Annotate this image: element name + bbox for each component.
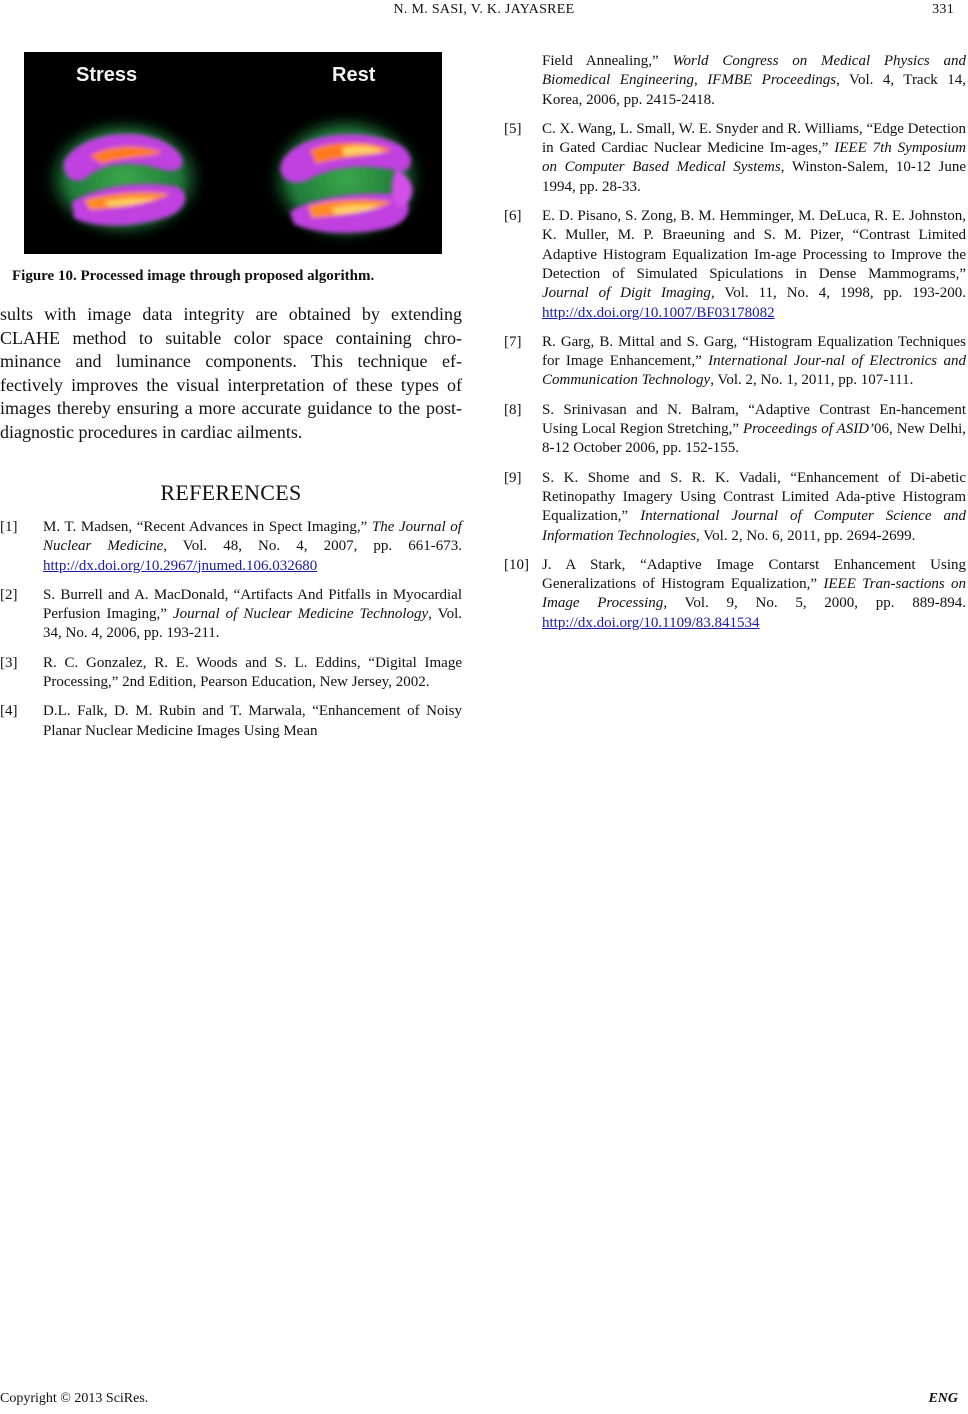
- reference-segment: Field Annealing,”: [542, 53, 673, 69]
- reference-segment: , Vol. 2, No. 1, 2011, pp. 107-111.: [710, 372, 914, 389]
- reference-segment: , Vol. 4, Track 14, Korea, 2006, pp. 2415-2418.: [542, 72, 966, 108]
- reference-text: [43, 518, 462, 576]
- stress-label: Stress: [76, 64, 138, 86]
- page-number: 331: [932, 2, 954, 17]
- figure-caption: Figure 10. Processed image through proposed algorithm.: [12, 268, 375, 284]
- reference-segment: , Vol. 48, No. 4, 2007, pp. 661-673.: [163, 538, 462, 555]
- reference-source: World Congress on Medical Physics and Biomedical Engineering: [542, 53, 966, 89]
- reference-number: [8]: [504, 401, 522, 418]
- reference-item: [504, 120, 966, 197]
- references-list-right: [504, 52, 966, 633]
- reference-segment: , Vol. 11, No. 4, 1998, pp. 193-200.: [710, 285, 966, 302]
- body-paragraph: sults with image data integrity are obtained by extending CLAHE method to suitable color space containing chro-minance and luminance components. This technique ef-fectively improves the visual interpretation of these types of images thereby ensuring a more accurate guidance to the post-diagnostic procedures in cardiac ailments.: [0, 304, 462, 442]
- left-column: [0, 52, 462, 751]
- reference-source: IEEE Tran-sactions on Image Processing: [542, 576, 966, 612]
- reference-segment: , Vol. 2, No. 6, 2011, pp. 2694-2699.: [696, 527, 916, 544]
- doi-link[interactable]: http://dx.doi.org/10.1109/83.841534: [542, 614, 760, 631]
- reference-segment: , Vol. 9, No. 5, 2000, pp. 889-894.: [663, 595, 966, 612]
- reference-item: [504, 207, 966, 323]
- figure-10-image: [24, 52, 442, 254]
- reference-item: [504, 469, 966, 546]
- doi-link[interactable]: http://dx.doi.org/10.1007/BF03178082: [542, 304, 775, 321]
- reference-segment: ,: [693, 72, 708, 89]
- reference-item: [504, 52, 966, 110]
- reference-segment: S. Burrell and A. MacDonald, “Artifacts And Pitfalls in Myocardial Perfusion Imaging,”: [43, 586, 462, 623]
- reference-source: International Jour-nal of Electronics and Communication Technology: [542, 353, 966, 389]
- reference-source: Journal of Digit Imaging: [542, 285, 711, 302]
- page-footer: [0, 1391, 968, 1411]
- reference-text: [43, 586, 462, 644]
- reference-segment: S. Srinivasan and N. Balram, “Adaptive Contrast En-hancement Using Local Region Stretching,”: [542, 401, 966, 438]
- reference-item: [504, 556, 966, 633]
- page-header: [0, 2, 968, 24]
- reference-segment: C. X. Wang, L. Small, W. E. Snyder and R. Williams, “Edge Detection in Gated Cardiac Nuclear Medicine Im-ages,”: [542, 120, 966, 157]
- reference-segment: S. K. Shome and S. R. K. Vadali, “Enhancement of Di-abetic Retinopathy Imagery Using Contrast Limited Ada-ptive Histogram Equalization,”: [542, 469, 966, 525]
- reference-item: [504, 401, 966, 459]
- reference-number: [3]: [0, 654, 18, 671]
- reference-segment: D.L. Falk, D. M. Rubin and T. Marwala, “Enhancement of Noisy Planar Nuclear Medicine Images Using Mean: [43, 703, 462, 739]
- reference-text: [43, 654, 462, 693]
- running-head-authors: N. M. SASI, V. K. JAYASREE: [393, 2, 575, 17]
- reference-item: [0, 702, 462, 741]
- reference-segment: 06, New Delhi, 8-12 October 2006, pp. 152-155.: [542, 421, 966, 457]
- reference-segment: M. T. Madsen, “Recent Advances in Spect Imaging,”: [43, 519, 372, 535]
- reference-segment: , Winston-Salem, 10-12 June 1994, pp. 28-33.: [542, 159, 966, 195]
- reference-number: [10]: [504, 556, 529, 573]
- reference-source: The Journal of Nuclear Medicine: [43, 519, 462, 555]
- reference-text: [542, 556, 966, 633]
- reference-text: [542, 207, 966, 323]
- reference-segment: , Vol. 34, No. 4, 2006, pp. 193-211.: [43, 606, 463, 642]
- reference-source: IFMBE Proceedings: [707, 72, 837, 89]
- reference-text: [43, 702, 462, 741]
- reference-number: [4]: [0, 703, 18, 720]
- reference-item: [0, 518, 462, 576]
- reference-text: [542, 333, 966, 391]
- references-list-left: [0, 518, 462, 741]
- reference-item: [504, 333, 966, 391]
- reference-source: IEEE 7th Symposium on Computer Based Medical Systems: [542, 140, 966, 176]
- reference-source: Proceedings of ASID’: [742, 421, 875, 438]
- reference-text: [542, 469, 966, 546]
- reference-source: Journal of Nuclear Medicine Technology: [172, 606, 429, 623]
- reference-number: [6]: [504, 208, 522, 225]
- right-column: [504, 52, 966, 643]
- reference-segment: R. C. Gonzalez, R. E. Woods and S. L. Eddins, “Digital Image Processing,” 2nd Edition, Pearson Education, New Jersey, 2002.: [43, 654, 462, 691]
- reference-item: [0, 586, 462, 644]
- reference-text: [542, 120, 966, 197]
- reference-segment: J. A Stark, “Adaptive Image Contarst Enhancement Using Generalizations of Histogram Equalization,”: [542, 556, 966, 593]
- doi-link[interactable]: http://dx.doi.org/10.2967/jnumed.106.032680: [43, 557, 318, 574]
- reference-segment: R. Garg, B. Mittal and S. Garg, “Histogram Equalization Techniques for Image Enhancement,”: [542, 333, 966, 370]
- reference-source: International Journal of Computer Science and Information Technologies: [542, 508, 966, 544]
- rest-label: Rest: [332, 64, 376, 86]
- reference-item: [0, 654, 462, 693]
- reference-number: [2]: [0, 586, 18, 603]
- reference-segment: E. D. Pisano, S. Zong, B. M. Hemminger, M. DeLuca, R. E. Johnston, K. Muller, M. P. Braeuning and S. M. Pizer, “Contrast Limited Adaptive Histogram Equalization Im-age Processing to Improve the Detection of Simulated Spiculations in Dense Mammograms,”: [542, 208, 966, 282]
- copyright-notice: Copyright © 2013 SciRes.: [0, 1391, 149, 1406]
- reference-number: [7]: [504, 333, 522, 350]
- reference-number: [1]: [0, 519, 18, 535]
- reference-number: [9]: [504, 469, 522, 486]
- reference-text: [542, 52, 966, 110]
- references-heading: REFERENCES: [160, 480, 302, 505]
- journal-abbrev: ENG: [928, 1391, 958, 1406]
- reference-text: [542, 401, 966, 459]
- reference-number: [5]: [504, 120, 522, 137]
